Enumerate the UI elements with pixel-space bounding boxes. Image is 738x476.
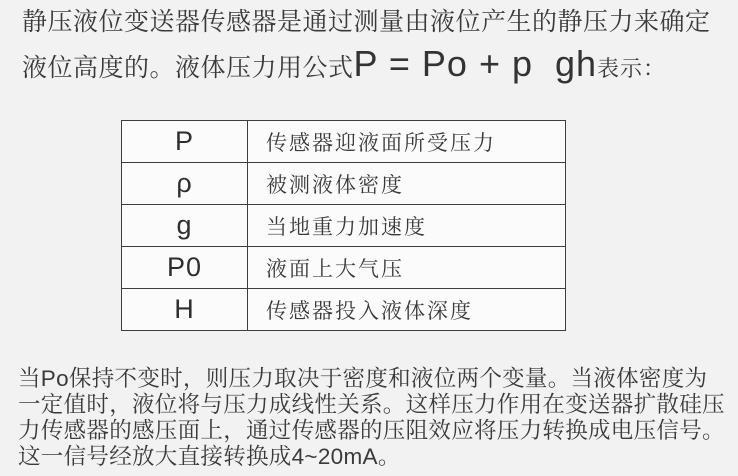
table-row: [122, 247, 566, 289]
table-row: [122, 163, 566, 205]
body-line-2: 一定值时，液位将与压力成线性关系。这样压力作用在变送器扩散硅压: [18, 392, 725, 417]
body-line-3: 力传感器的感压面上，通过传感器的压阻效应将压力转换成电压信号。: [18, 418, 725, 443]
body-line-1: 当Po保持不变时，则压力取决于密度和液位两个变量。当液体密度为: [18, 366, 708, 391]
table-row: [122, 205, 566, 247]
table-row: [122, 289, 566, 331]
description-cell: 被测液体密度: [248, 163, 566, 205]
intro-line-2-suffix: 表示：: [597, 56, 667, 81]
table-row: [122, 121, 566, 163]
intro-line-1: 静压液位变送器传感器是通过测量由液位产生的静压力来确定: [22, 8, 711, 36]
symbol-cell: P: [122, 121, 248, 163]
body-line-4: 这一信号经放大直接转换成4~20mA。: [18, 444, 401, 469]
description-cell: 当地重力加速度: [248, 205, 566, 247]
description-cell: 传感器迎液面所受压力: [248, 121, 566, 163]
symbol-definition-table: [121, 120, 566, 331]
description-cell: 液面上大气压: [248, 247, 566, 289]
intro-paragraph: [22, 2, 732, 91]
intro-line-2-prefix: 液位高度的。液体压力用公式: [22, 54, 354, 82]
pressure-formula: P = Po + p gh: [353, 43, 598, 84]
description-cell: 传感器投入液体深度: [248, 289, 566, 331]
symbol-cell: ρ: [122, 163, 248, 205]
symbol-cell: P0: [122, 247, 248, 289]
symbol-cell: H: [122, 289, 248, 331]
intro-line-2: [22, 42, 732, 91]
body-paragraph: [18, 366, 733, 470]
symbol-cell: g: [122, 205, 248, 247]
